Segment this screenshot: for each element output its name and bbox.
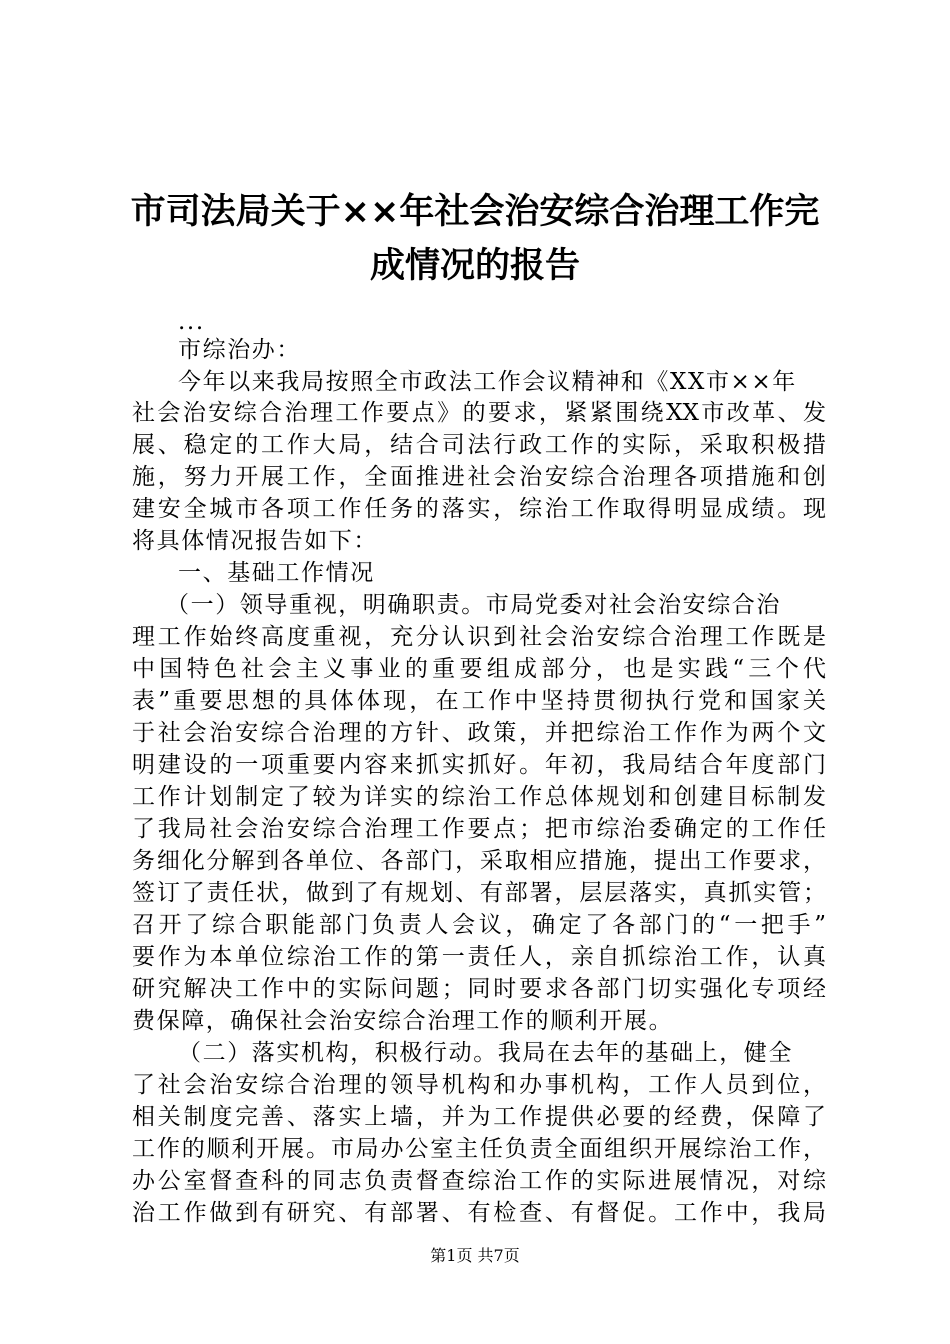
body-line: 要作为本单位综治工作的第一责任人，亲自抓综治工作，认真 bbox=[132, 944, 826, 970]
salutation: 市综治办： bbox=[178, 337, 301, 363]
body-line: （一）领导重视，明确职责。市局党委对社会治安综合治 bbox=[166, 592, 781, 618]
body-line: 了我局社会治安综合治理工作要点；把市综治委确定的工作任 bbox=[132, 816, 826, 842]
document-title-line-2: 成情况的报告 bbox=[369, 246, 580, 286]
body-line: 于社会治安综合治理的方针、政策，并把综治工作作为两个文 bbox=[132, 720, 826, 746]
body-line: 务细化分解到各单位、各部门，采取相应措施，提出工作要求， bbox=[132, 848, 826, 874]
body-line: 召开了综合职能部门负责人会议，确定了各部门的“一把手” bbox=[132, 912, 826, 938]
document-title-line-1: 市司法局关于××年社会治安综合治理工作完 bbox=[130, 192, 820, 232]
body-line: 办公室督查科的同志负责督查综治工作的实际进展情况，对综 bbox=[132, 1168, 826, 1194]
page-footer: 第1页 共7页 bbox=[430, 1246, 520, 1265]
body-line: 建安全城市各项工作任务的落实，综治工作取得明显成绩。现 bbox=[132, 496, 826, 522]
body-line: 中国特色社会主义事业的重要组成部分，也是实践“三个代 bbox=[132, 656, 826, 682]
body-line: 研究解决工作中的实际问题；同时要求各部门切实强化专项经 bbox=[132, 976, 826, 1002]
body-line: 费保障，确保社会治安综合治理工作的顺利开展。 bbox=[132, 1008, 674, 1034]
body-line: 表”重要思想的具体体现，在工作中坚持贯彻执行党和国家关 bbox=[132, 688, 826, 714]
body-line: 将具体情况报告如下： bbox=[132, 528, 378, 554]
body-line: 社会治安综合治理工作要点》的要求，紧紧围绕XX市改革、发 bbox=[132, 400, 826, 426]
body-line: 治工作做到有研究、有部署、有检查、有督促。工作中，我局 bbox=[132, 1200, 826, 1226]
ellipsis: ... bbox=[178, 309, 205, 335]
body-line: 了社会治安综合治理的领导机构和办事机构，工作人员到位， bbox=[132, 1072, 826, 1098]
body-line: 签订了责任状，做到了有规划、有部署，层层落实，真抓实管； bbox=[132, 880, 826, 906]
body-line: 工作计划制定了较为详实的综治工作总体规划和创建目标制发 bbox=[132, 784, 826, 810]
body-line: 理工作始终高度重视，充分认识到社会治安综合治理工作既是 bbox=[132, 624, 826, 650]
body-line: （二）落实机构，积极行动。我局在去年的基础上，健全 bbox=[178, 1040, 793, 1066]
body-line: 明建设的一项重要内容来抓实抓好。年初，我局结合年度部门 bbox=[132, 752, 826, 778]
body-line: 施，努力开展工作，全面推进社会治安综合治理各项措施和创 bbox=[132, 464, 826, 490]
section-heading: 一、基础工作情况 bbox=[178, 560, 375, 586]
body-line: 今年以来我局按照全市政法工作会议精神和《XX市××年 bbox=[178, 369, 797, 395]
body-line: 相关制度完善、落实上墙，并为工作提供必要的经费，保障了 bbox=[132, 1104, 826, 1130]
body-line: 展、稳定的工作大局，结合司法行政工作的实际，采取积极措 bbox=[132, 432, 826, 458]
body-line: 工作的顺利开展。市局办公室主任负责全面组织开展综治工作， bbox=[132, 1136, 826, 1162]
